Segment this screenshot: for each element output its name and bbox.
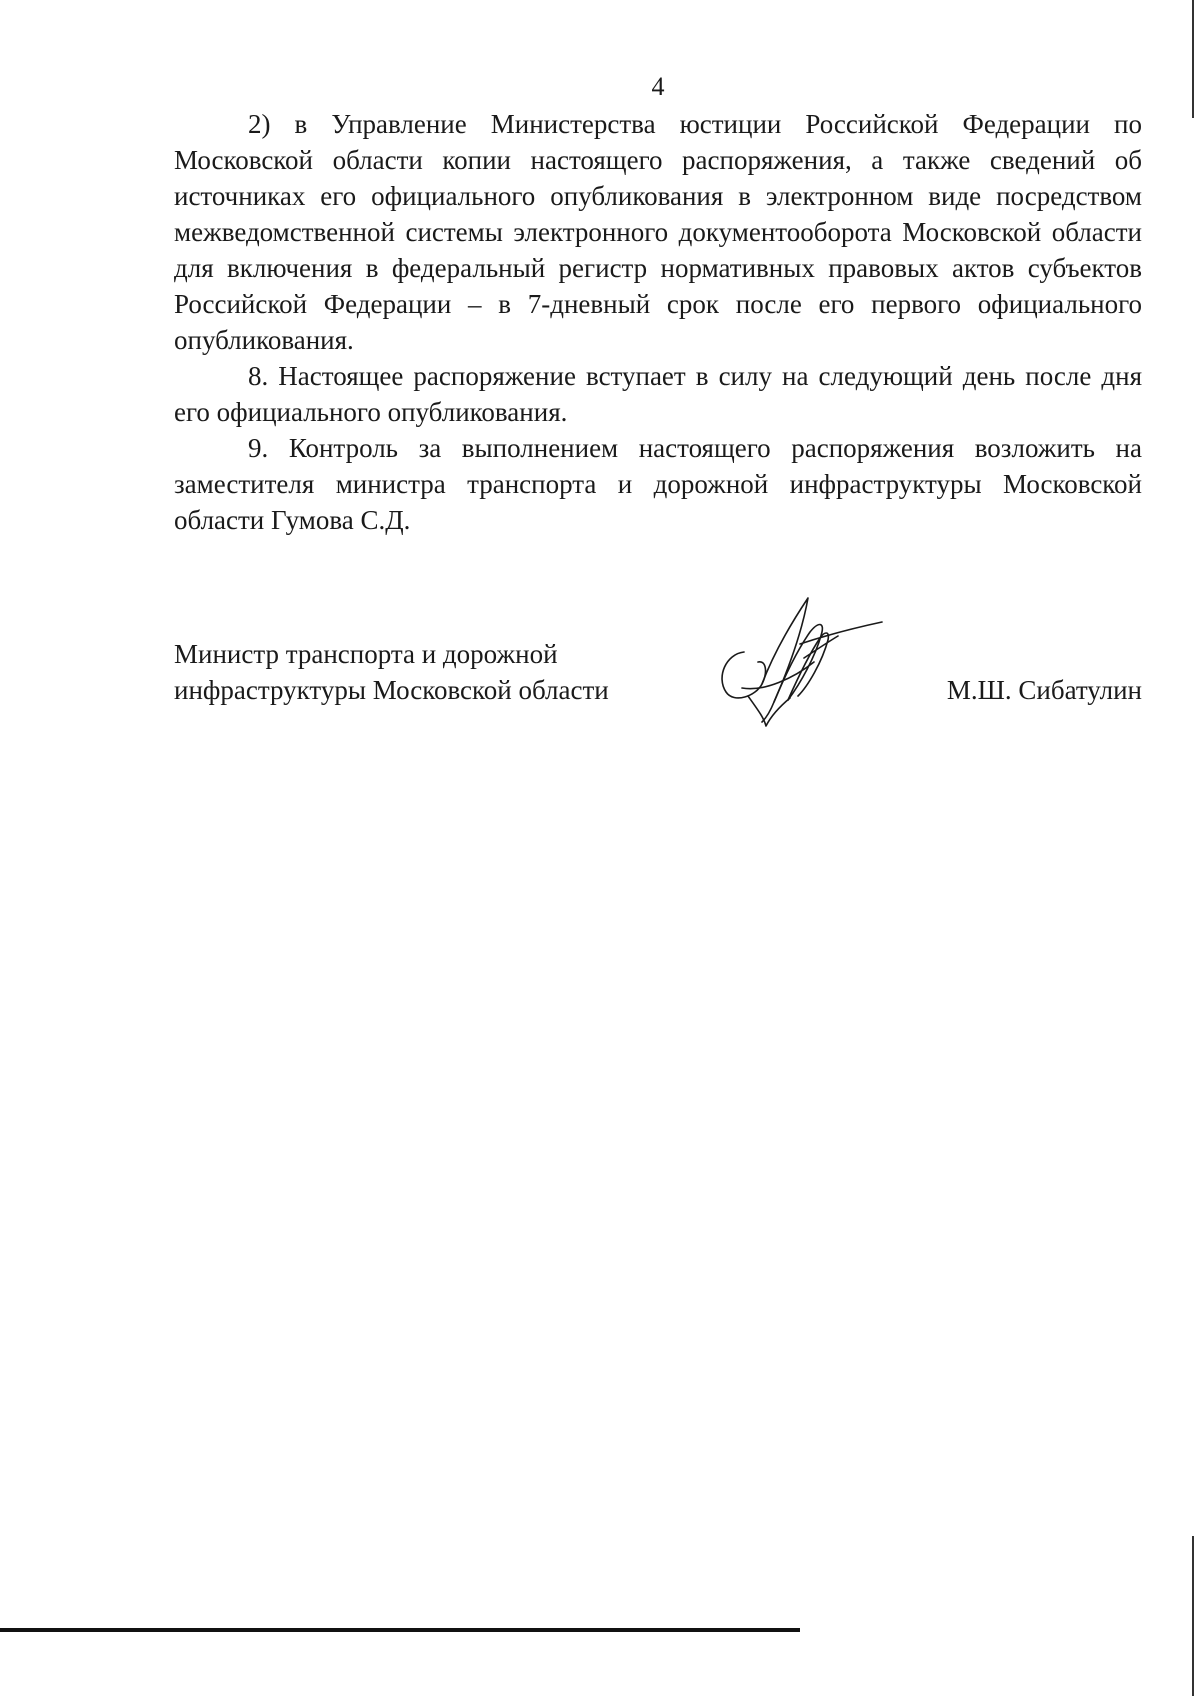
signer-position	[174, 636, 674, 708]
page-edge-bottom	[1192, 1536, 1194, 1696]
signer-position-line-2: инфраструктуры Московской области	[174, 675, 609, 705]
signer-position-line-1: Министр транспорта и дорожной	[174, 639, 558, 669]
page-edge-top	[1192, 0, 1194, 118]
signer-name: М.Ш. Сибатулин	[946, 675, 1142, 705]
paragraph-item-8: 8. Настоящее распоряжение вступает в силу на следующий день после дня его официального опубликования.	[174, 361, 1142, 427]
paragraph-item-9: 9. Контроль за выполнением настоящего распоряжения возложить на заместителя министра транспорта и дорожной инфраструктуры Московской области Гумова С.Д.	[174, 433, 1142, 535]
signature-block	[174, 636, 1142, 726]
document-body	[174, 106, 1142, 538]
paragraph-item-2: 2) в Управление Министерства юстиции Российской Федерации по Московской области копии настоящего распоряжения, а также сведений об источниках его официального опубликования в электронном виде посредством межведомственной системы электронного документооборота Московской области для включения в федеральный регистр нормативных правовых актов субъектов Российской Федерации – в 7-дневный срок после его первого официального опубликования.	[174, 109, 1142, 355]
page-number: 4	[651, 72, 665, 101]
handwritten-signature-icon	[704, 592, 884, 732]
bottom-rule	[0, 1628, 800, 1632]
